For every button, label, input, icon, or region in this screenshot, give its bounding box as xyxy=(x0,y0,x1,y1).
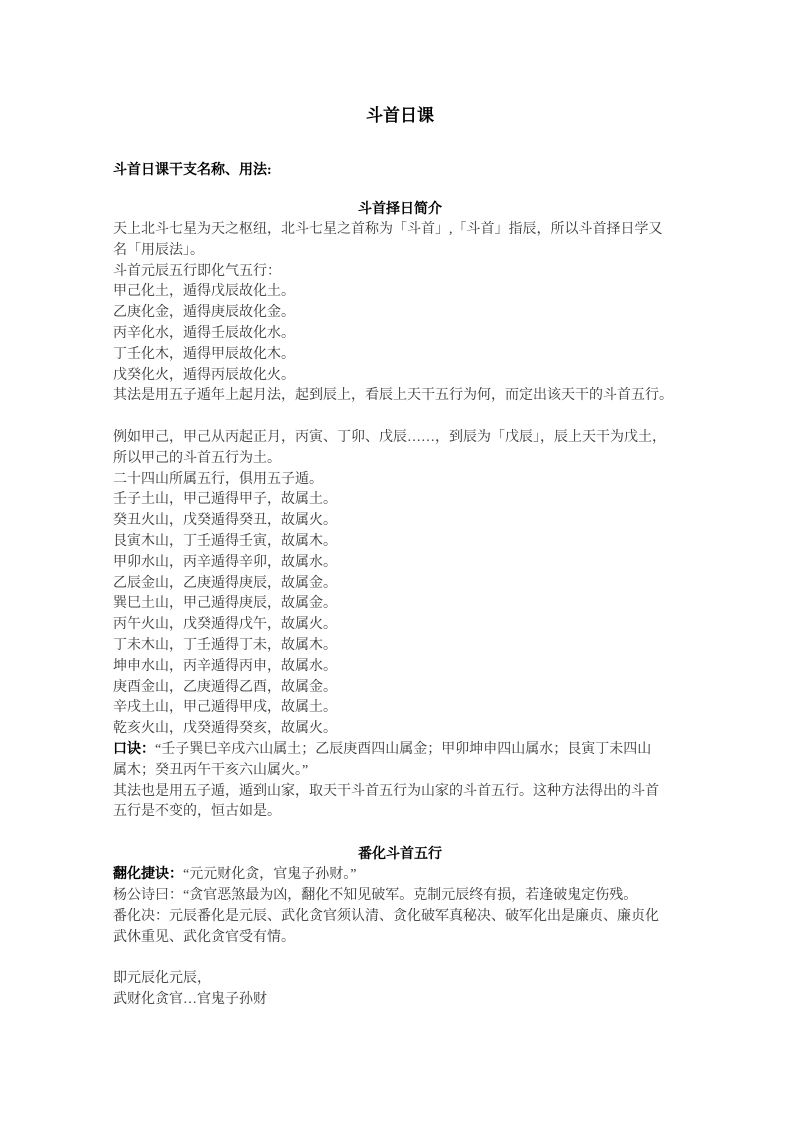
text-line: 戊癸化火，遁得丙辰故化火。 xyxy=(113,367,295,383)
text-line xyxy=(113,948,687,969)
text-line: 丙午火山，戊癸遁得戊午，故属火。 xyxy=(113,617,337,633)
text-line: 即元辰化元辰， xyxy=(113,971,211,987)
subtitle-heading: 斗首日课干支名称、用法: xyxy=(113,163,272,178)
text-line xyxy=(113,407,687,428)
text-line: 武休重见、武化贪官受有情。 xyxy=(113,929,295,945)
text-line: 甲卯水山，丙辛遁得辛卯，故属水。 xyxy=(113,554,337,570)
text-line: 番化决：元辰番化是元辰、武化贪官须认清、贪化破军真秘决、破军化出是廉贞、廉贞化 xyxy=(113,908,659,924)
text-line: 其法是用五子遁年上起月法，起到辰上，看辰上天干五行为何，而定出该天干的斗首五行。 xyxy=(113,388,673,404)
text-line: 坤申水山，丙辛遁得丙申，故属水。 xyxy=(113,658,337,674)
text-line: 甲己化土，遁得戊辰故化土。 xyxy=(113,284,295,300)
text-line: 武财化贪官…官鬼子孙财 xyxy=(113,991,267,1007)
text-line: 辛戌土山，甲己遁得甲戌，故属土。 xyxy=(113,700,337,716)
document-title: 斗首日课 xyxy=(366,106,434,125)
section-heading: 番化斗首五行 xyxy=(358,847,442,863)
text-line: 艮寅木山，丁壬遁得壬寅，故属木。 xyxy=(113,533,337,549)
text-line: 五行是不变的，恒古如是。 xyxy=(113,804,281,820)
text-line: 乙辰金山，乙庚遁得庚辰，故属金。 xyxy=(113,575,337,591)
section-fan-hua xyxy=(113,844,687,1011)
text-line: 属木；癸丑丙午干亥六山属火。” xyxy=(113,762,309,778)
line-bold-prefix: 翻化捷诀： xyxy=(113,867,183,883)
text-line: 丁壬化木，遁得甲辰故化木。 xyxy=(113,346,295,362)
text-line: 例如甲己，甲己从丙起正月，丙寅、丁卯、戊辰……，到辰为「戊辰」，辰上天干为戊土， xyxy=(113,429,666,445)
text-line: 天上北斗七星为天之枢纽，北斗七星之首称为「斗首」,「斗首」指辰，所以斗首择日学又 xyxy=(113,222,663,237)
text-line: 其法也是用五子遁，遁到山家，取天干斗首五行为山家的斗首五行。这种方法得出的斗首 xyxy=(113,783,659,799)
text-line: 所以甲己的斗首五行为土。 xyxy=(113,450,281,466)
text-line: 丙辛化水，遁得壬辰故化水。 xyxy=(113,325,295,341)
text-line: 名「用辰法」。 xyxy=(113,242,204,258)
section-heading: 斗首择日简介 xyxy=(358,202,442,217)
text-line: 乾亥火山，戊癸遁得癸亥，故属火。 xyxy=(113,721,337,737)
text-line: 乙庚化金，遁得庚辰故化金。 xyxy=(113,305,295,321)
text-line: 杨公诗曰：“贪官恶煞最为凶，翻化不知见破军。克制元辰终有损，若逢破鬼定伤残。 xyxy=(113,887,638,903)
text-line: 壬子土山，甲己遁得甲子，故属土。 xyxy=(113,492,337,508)
text-line: 癸丑火山，戊癸遁得癸丑，故属火。 xyxy=(113,513,337,529)
text-line: 巽巳土山，甲己遁得庚辰，故属金。 xyxy=(113,596,337,612)
text-line: 二十四山所属五行，俱用五子遁。 xyxy=(113,471,323,487)
text-line: 口诀：“壬子巽巳辛戌六山属土；乙辰庚酉四山属金；甲卯坤申四山属水；艮寅丁未四山 xyxy=(113,741,652,757)
text-line: 斗首元辰五行即化气五行： xyxy=(113,263,281,279)
text-line: 翻化捷诀：“元元财化贪，官鬼子孙财。” xyxy=(113,867,357,883)
section-dou-shou-intro xyxy=(113,199,687,823)
line-bold-prefix: 口诀： xyxy=(113,741,155,757)
text-line: 庚酉金山，乙庚遁得乙酉，故属金。 xyxy=(113,679,337,695)
text-line: 丁未木山，丁壬遁得丁未，故属木。 xyxy=(113,637,337,653)
